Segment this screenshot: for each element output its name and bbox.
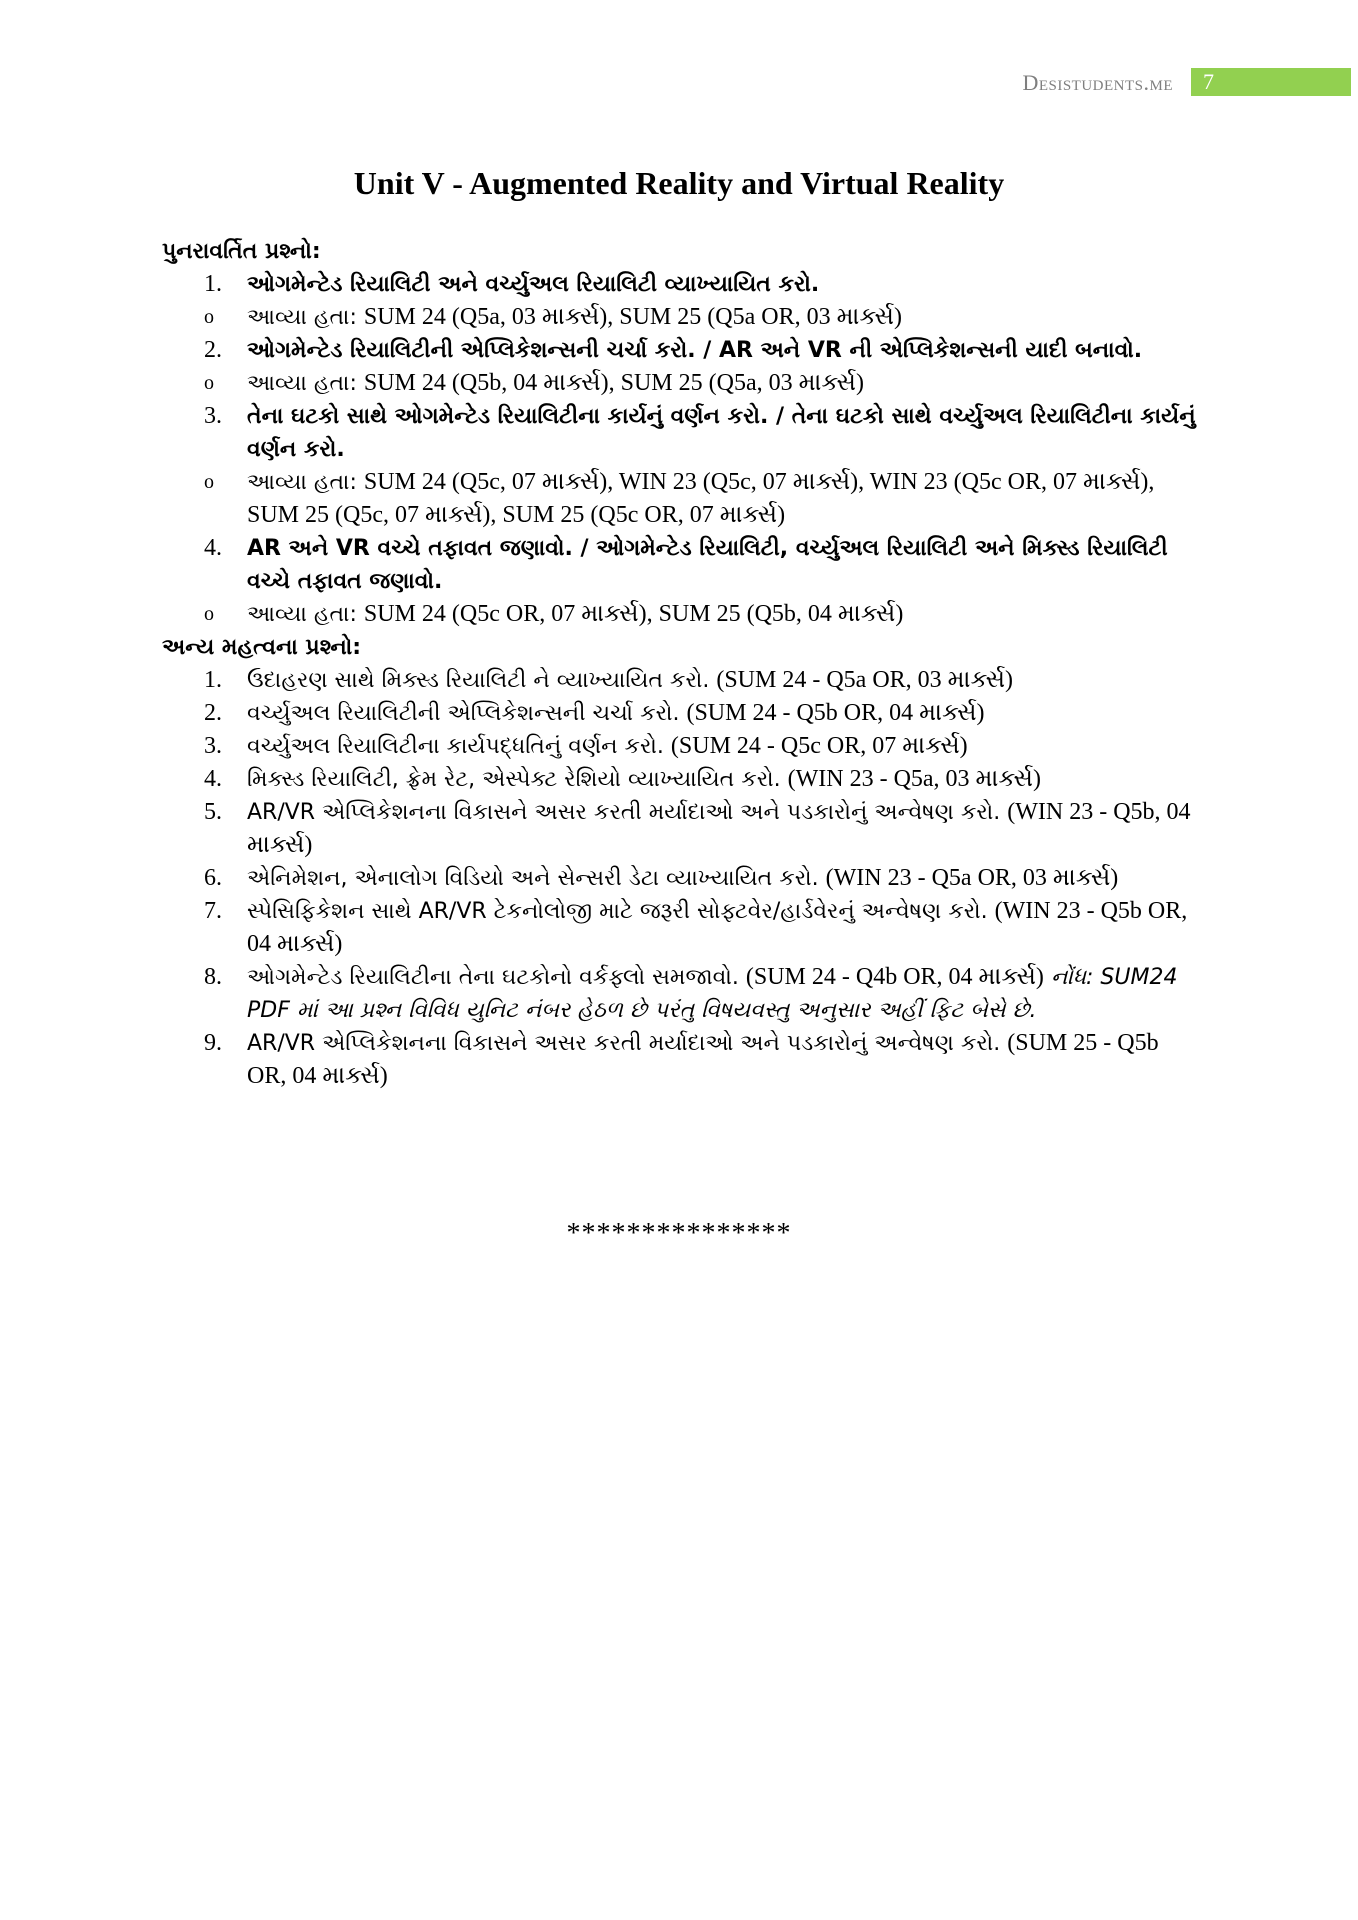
question-text: સ્પેસિફિકેશન સાથે AR/VR ટેકનોલોજી માટે જરૂરી સોફ્ટવેર/હાર્ડવેરનું અન્વેષણ કરો.	[247, 899, 988, 924]
asked-label: આવ્યા હતા:	[247, 470, 357, 495]
question-text: ઉદાહરણ સાથે મિક્સ્ડ રિયાલિટી ને વ્યાખ્યાયિત કરો.	[247, 668, 710, 693]
question-number: 1.	[204, 667, 222, 693]
important-question	[162, 664, 1202, 697]
important-question	[162, 763, 1202, 796]
question-text: ઓગમેન્ટેડ રિયાલિટી અને વર્ચ્યુઅલ રિયાલિટી વ્યાખ્યાયિત કરો.	[247, 272, 820, 297]
important-question	[162, 730, 1202, 763]
question-text: વર્ચ્યુઅલ રિયાલિટીની એપ્લિકેશન્સની ચર્ચા કરો.	[247, 701, 680, 726]
repeated-question	[162, 532, 1202, 598]
asked-values: SUM 24 (Q5b, 04 માર્ક્સ), SUM 25 (Q5a, 03 માર્ક્સ)	[363, 370, 864, 396]
important-question	[162, 895, 1202, 961]
question-reference: (WIN 23 - Q5a, 03 માર્ક્સ)	[787, 766, 1041, 792]
repeated-question	[162, 268, 1202, 301]
asked-label: આવ્યા હતા:	[247, 305, 357, 330]
bullet-icon: o	[204, 603, 214, 625]
question-reference: (WIN 23 - Q5b, 04 માર્ક્સ)	[247, 799, 1191, 858]
question-reference: (SUM 24 - Q5a OR, 03 માર્ક્સ)	[716, 667, 1014, 693]
page-header	[0, 68, 1358, 98]
important-question	[162, 796, 1202, 862]
question-note: નોંધ: SUM24 PDF માં આ પ્રશ્ન વિવિધ યુનિટ નંબર હેઠળ છે પરંતુ વિષયવસ્તુ અનુસાર અહીં ફિટ બેસે છે.	[247, 965, 1178, 1023]
document-title: Unit V - Augmented Reality and Virtual Reality	[353, 165, 1005, 201]
question-text: મિક્સ્ડ રિયાલિટી, ફ્રેમ રેટ, એસ્પેક્ટ રેશિયો વ્યાખ્યાયિત કરો.	[247, 767, 781, 792]
asked-label: આવ્યા હતા:	[247, 602, 357, 627]
bullet-icon: o	[204, 372, 214, 394]
question-reference: (SUM 24 - Q5c OR, 07 માર્ક્સ)	[670, 733, 968, 759]
repeated-question	[162, 334, 1202, 367]
asked-info	[162, 466, 1202, 532]
question-text: AR અને VR વચ્ચે તફાવત જણાવો. / ઓગમેન્ટેડ રિયાલિટી, વર્ચ્યુઅલ રિયાલિટી અને મિક્સ્ડ રિયાલિટી વચ્ચે તફાવત જણાવો.	[247, 536, 1168, 594]
important-question	[162, 961, 1202, 1027]
asked-values: SUM 24 (Q5c, 07 માર્ક્સ), WIN 23 (Q5c, 07 માર્ક્સ), WIN 23 (Q5c OR, 07 માર્ક્સ), SUM 25 (Q5c, 07 માર્ક્સ), SUM 25 (Q5c OR, 07 માર્ક્સ)	[247, 469, 1155, 528]
question-reference: (SUM 24 - Q4b OR, 04 માર્ક્સ)	[745, 964, 1044, 990]
question-reference: (SUM 24 - Q5b OR, 04 માર્ક્સ)	[686, 700, 985, 726]
important-questions-heading: અન્ય મહત્વના પ્રશ્નો:	[162, 635, 362, 660]
repeated-questions-heading: પુનરાવર્તિત પ્રશ્નો:	[162, 239, 321, 264]
question-text: એનિમેશન, એનાલોગ વિડિયો અને સેન્સરી ડેટા વ્યાખ્યાયિત કરો.	[247, 866, 819, 891]
asked-info	[162, 598, 1202, 631]
question-number: 4.	[204, 766, 222, 792]
important-question	[162, 1027, 1202, 1093]
asked-label: આવ્યા હતા:	[247, 371, 357, 396]
question-number: 2.	[204, 700, 222, 726]
bullet-icon: o	[204, 306, 214, 328]
site-name: Desistudents.me	[1022, 70, 1173, 95]
asked-values: SUM 24 (Q5c OR, 07 માર્ક્સ), SUM 25 (Q5b, 04 માર્ક્સ)	[363, 601, 904, 627]
question-reference: (SUM 25 - Q5b OR, 04 માર્ક્સ)	[247, 1030, 1159, 1089]
question-number: 9.	[204, 1030, 222, 1056]
question-reference: (WIN 23 - Q5b OR, 04 માર્ક્સ)	[247, 898, 1188, 957]
asked-values: SUM 24 (Q5a, 03 માર્ક્સ), SUM 25 (Q5a OR, 03 માર્ક્સ)	[363, 304, 902, 330]
important-question	[162, 697, 1202, 730]
question-text: તેના ઘટકો સાથે ઓગમેન્ટેડ રિયાલિટીના કાર્યનું વર્ણન કરો. / તેના ઘટકો સાથે વર્ચ્યુઅલ રિયાલિટીના કાર્યનું વર્ણન કરો.	[247, 404, 1196, 462]
question-number: 3.	[204, 733, 222, 759]
end-separator: ***************	[566, 1218, 792, 1249]
question-number: 3.	[204, 403, 222, 429]
question-text: ઓગમેન્ટેડ રિયાલિટીના તેના ઘટકોનો વર્કફ્લો સમજાવો.	[247, 965, 739, 990]
page-number: 7	[1191, 68, 1351, 96]
question-number: 4.	[204, 535, 222, 561]
question-number: 8.	[204, 964, 222, 990]
question-number: 6.	[204, 865, 222, 891]
bullet-icon: o	[204, 471, 214, 493]
asked-info	[162, 301, 1202, 334]
question-number: 5.	[204, 799, 222, 825]
important-question	[162, 862, 1202, 895]
question-text: AR/VR એપ્લિકેશનના વિકાસને અસર કરતી મર્યાદાઓ અને પડકારોનું અન્વેષણ કરો.	[247, 800, 1001, 825]
repeated-questions-list	[162, 268, 1202, 631]
question-text: ઓગમેન્ટેડ રિયાલિટીની એપ્લિકેશન્સની ચર્ચા કરો. / AR અને VR ની એપ્લિકેશન્સની યાદી બનાવો.	[247, 338, 1143, 363]
question-number: 2.	[204, 337, 222, 363]
asked-info	[162, 367, 1202, 400]
important-questions-list	[162, 664, 1202, 1093]
repeated-question	[162, 400, 1202, 466]
question-reference: (WIN 23 - Q5a OR, 03 માર્ક્સ)	[825, 865, 1119, 891]
question-text: AR/VR એપ્લિકેશનના વિકાસને અસર કરતી મર્યાદાઓ અને પડકારોનું અન્વેષણ કરો.	[247, 1031, 1001, 1056]
question-number: 1.	[204, 271, 222, 297]
question-text: વર્ચ્યુઅલ રિયાલિટીના કાર્યપદ્ધતિનું વર્ણન કરો.	[247, 734, 664, 759]
question-number: 7.	[204, 898, 222, 924]
content	[162, 235, 1202, 1093]
